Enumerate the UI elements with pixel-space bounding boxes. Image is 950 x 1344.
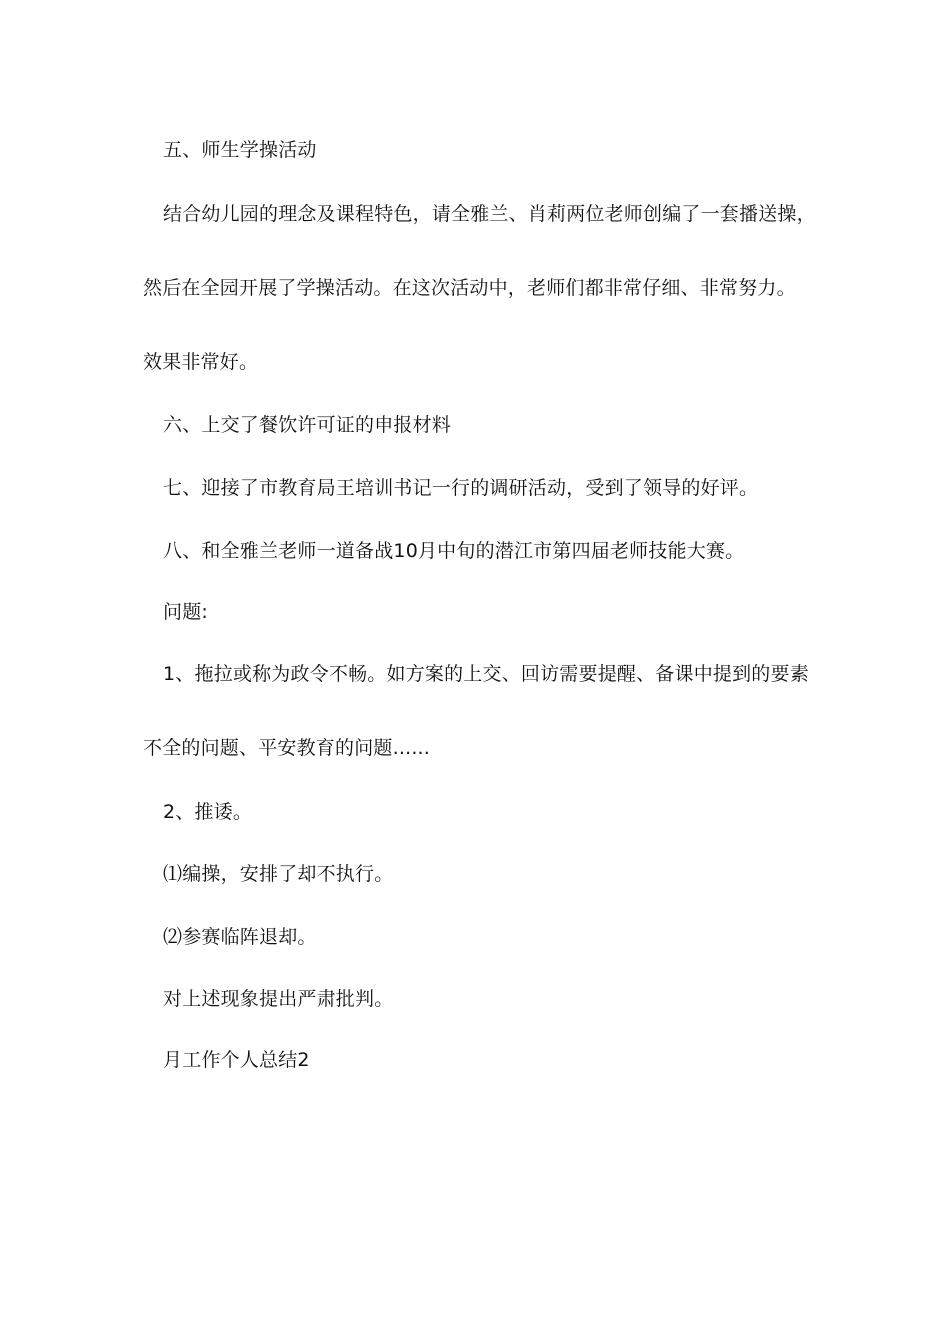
paragraph-line: 效果非常好。	[143, 351, 259, 373]
problem-item-1: 1、拖拉或称为政令不畅。如方案的上交、回访需要提醒、备课中提到的要素	[163, 663, 809, 685]
sub-item-2: ⑵参赛临阵退却。	[163, 926, 317, 948]
paragraph-line: 然后在全园开展了学操活动。在这次活动中，老师们都非常仔细、非常努力。	[143, 277, 796, 299]
problem-item-1-cont: 不全的问题、平安教育的问题......	[143, 737, 431, 759]
next-section-title: 月工作个人总结2	[163, 1049, 310, 1071]
section-heading-8: 八、和全雅兰老师一道备战10月中旬的潜江市第四届老师技能大赛。	[163, 540, 745, 562]
section-heading-5: 五、师生学操活动	[163, 139, 317, 161]
sub-item-1: ⑴编操，安排了却不执行。	[163, 863, 394, 885]
paragraph-line: 对上述现象提出严肃批判。	[163, 988, 394, 1010]
paragraph-line: 结合幼儿园的理念及课程特色，请全雅兰、肖莉两位老师创编了一套播送操，	[163, 203, 816, 225]
problem-item-2: 2、推诿。	[163, 801, 253, 823]
problems-heading: 问题:	[163, 601, 209, 623]
section-heading-7: 七、迎接了市教育局王培训书记一行的调研活动，受到了领导的好评。	[163, 477, 759, 499]
section-heading-6: 六、上交了餐饮许可证的申报材料	[163, 414, 452, 436]
